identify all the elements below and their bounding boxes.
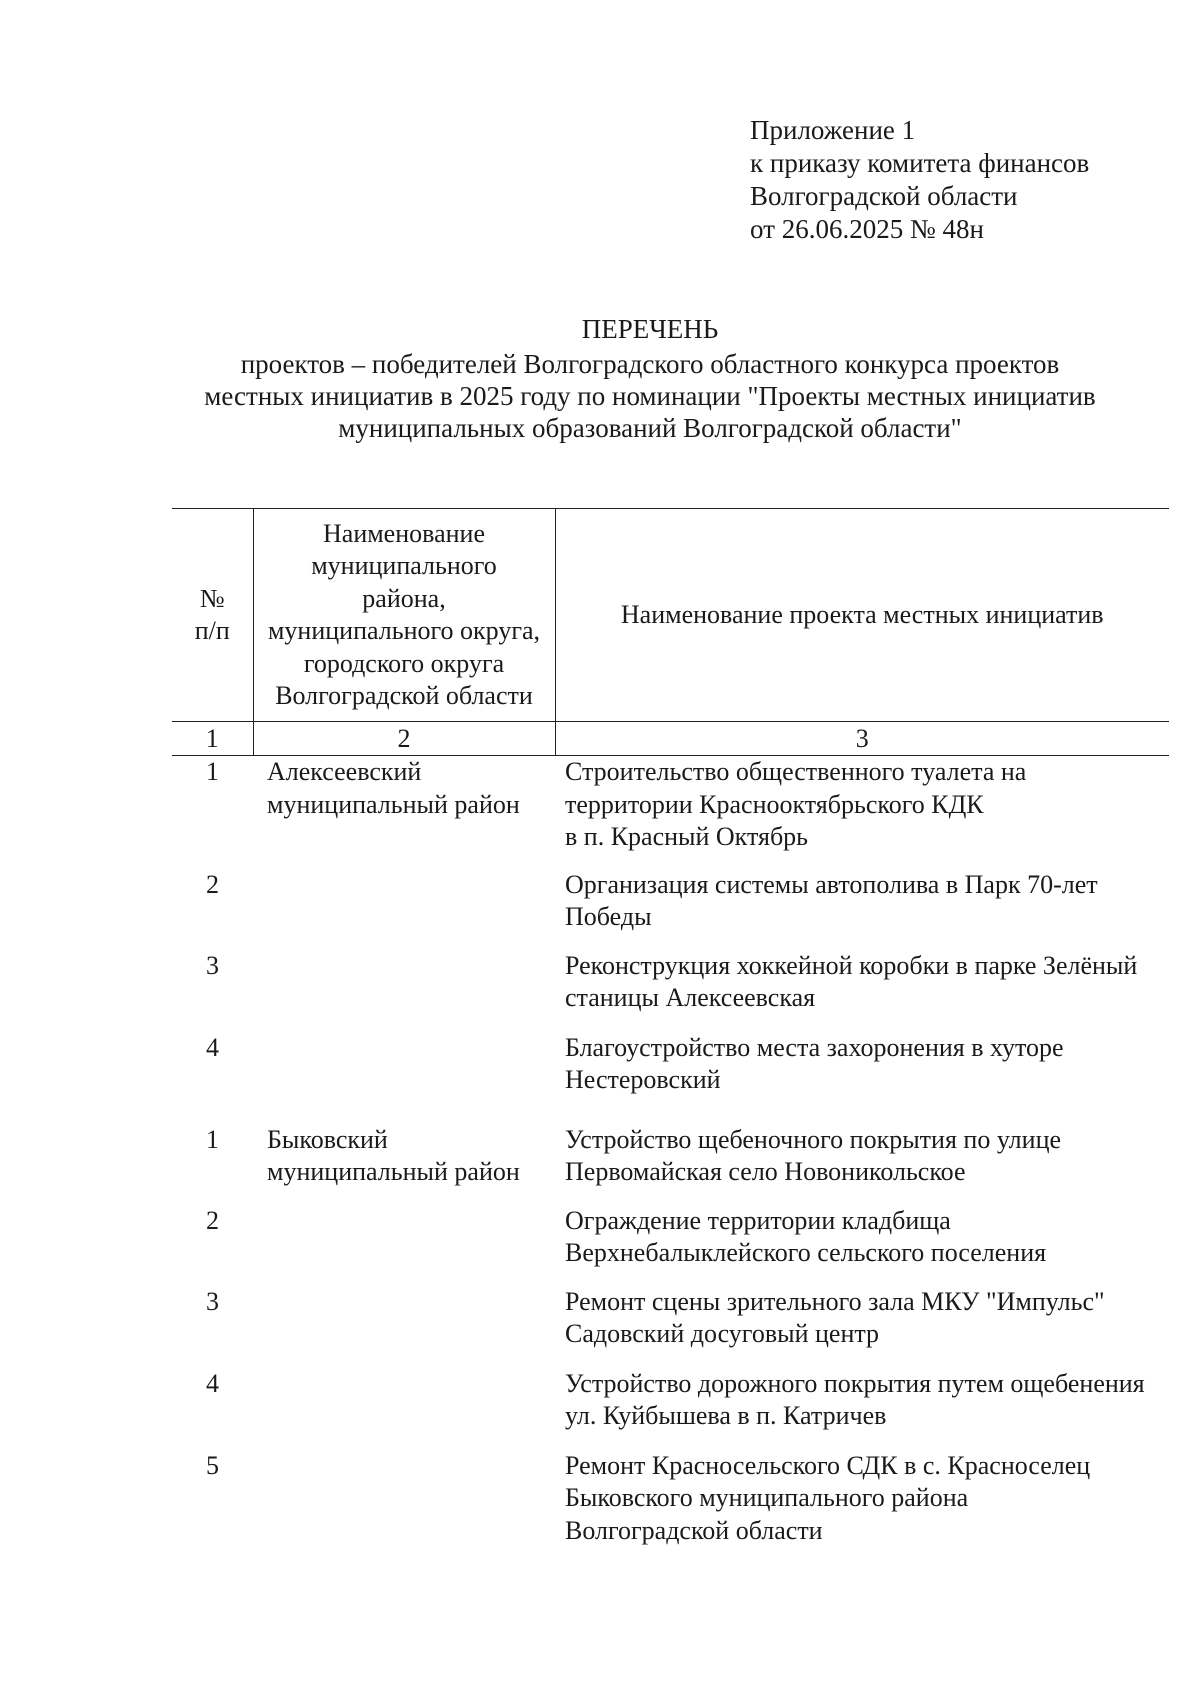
header-text: муниципального [311,551,497,580]
district-cell [253,1032,555,1124]
project-name: Организация системы автополива в Парк 70-лет [565,869,1098,899]
district-cell [253,756,555,869]
project-name: территории Краснооктябрьского КДК [565,789,984,819]
district-name: Алексеевский [267,757,422,786]
project-name: ул. Куйбышева в п. Катричев [565,1401,887,1430]
row-number: 2 [206,869,219,899]
project-name: Устройство дорожного покрытия путем ощебенения [565,1368,1145,1398]
district-name: муниципальный район [267,1157,520,1186]
column-number: 1 [172,722,253,756]
header-text: района, [362,583,446,613]
district-cell [253,869,555,950]
title-heading: ПЕРЕЧЕНЬ [581,314,719,344]
header-text: Волгоградской области [275,681,533,710]
project-name: Ремонт сцены зрительного зала МКУ "Импульс" [565,1286,1105,1316]
row-number: 2 [206,1205,219,1235]
district-cell [253,950,555,1032]
document-title [150,313,1150,444]
project-name: Первомайская село Новоникольское [565,1157,966,1186]
project-name: Садовский досуговый центр [565,1319,880,1348]
project-name: Ремонт Красносельского СДК в с. Красноселец [565,1450,1091,1480]
appendix-line: от 26.06.2025 № 48н [750,214,984,244]
project-cell [555,950,1169,1032]
project-name: Нестеровский [565,1065,721,1094]
row-number: 1 [206,1124,219,1154]
project-name: Благоустройство места захоронения в хуторе [565,1032,1064,1062]
district-cell [253,1205,555,1286]
title-line: местных инициатив в 2025 году по номинации "Проекты местных инициатив [204,381,1096,411]
column-number: 2 [253,722,555,756]
header-district [253,509,555,722]
table-row [172,1032,1169,1124]
project-cell [555,1286,1169,1368]
project-name: Победы [565,902,652,931]
row-number: 3 [206,950,219,980]
title-line: проектов – победителей Волгоградского областного конкурса проектов [240,349,1060,379]
project-name: Строительство общественного туалета на [565,757,1027,786]
project-cell [555,756,1169,869]
district-cell [253,1368,555,1450]
header-text: Наименование [323,518,485,548]
project-name: Волгоградской области [565,1515,823,1545]
header-number [172,509,253,722]
project-name: Реконструкция хоккейной коробки в парке Зелёный [565,950,1138,980]
table-row [172,1205,1169,1286]
row-number: 5 [206,1450,219,1480]
project-cell [555,1205,1169,1286]
appendix-line: Приложение 1 [750,115,916,145]
column-number: 3 [555,722,1169,756]
table-row [172,869,1169,950]
project-cell [555,1368,1169,1450]
row-number: 1 [206,757,219,786]
project-cell [555,1124,1169,1205]
district-cell [253,1450,555,1550]
project-name: Устройство щебеночного покрытия по улице [565,1124,1062,1154]
row-number: 3 [206,1286,219,1316]
appendix-line: Волгоградской области [750,181,1018,211]
row-number: 4 [206,1368,219,1398]
projects-table [172,508,1169,1550]
table-row [172,1286,1169,1368]
project-name: станицы Алексеевская [565,983,816,1012]
district-name: муниципальный район [267,789,520,819]
project-name: Быковского муниципального района [565,1483,969,1512]
appendix-line: к приказу комитета финансов [750,148,1090,178]
project-name: в п. Красный Октябрь [565,822,809,851]
header-text: № [199,583,225,613]
table-row [172,756,1169,869]
table-row [172,1124,1169,1205]
header-text: п/п [194,616,230,645]
project-cell [555,1450,1169,1550]
header-text: Наименование проекта местных инициатив [620,599,1104,629]
district-cell [253,1286,555,1368]
project-name: Ограждение территории кладбища [565,1205,951,1235]
district-cell [253,1124,555,1205]
row-number: 4 [206,1032,219,1062]
header-text: городского округа [303,648,505,678]
appendix-note [750,114,1089,246]
project-cell [555,869,1169,950]
header-project [555,509,1169,722]
project-name: Верхнебалыклейского сельского поселения [565,1238,1047,1267]
table-row [172,1450,1169,1550]
title-line: муниципальных образований Волгоградской области" [338,413,962,443]
table-row [172,1368,1169,1450]
header-text: муниципального округа, [267,616,541,645]
project-cell [555,1032,1169,1124]
district-name: Быковский [267,1124,388,1154]
table-row [172,950,1169,1032]
